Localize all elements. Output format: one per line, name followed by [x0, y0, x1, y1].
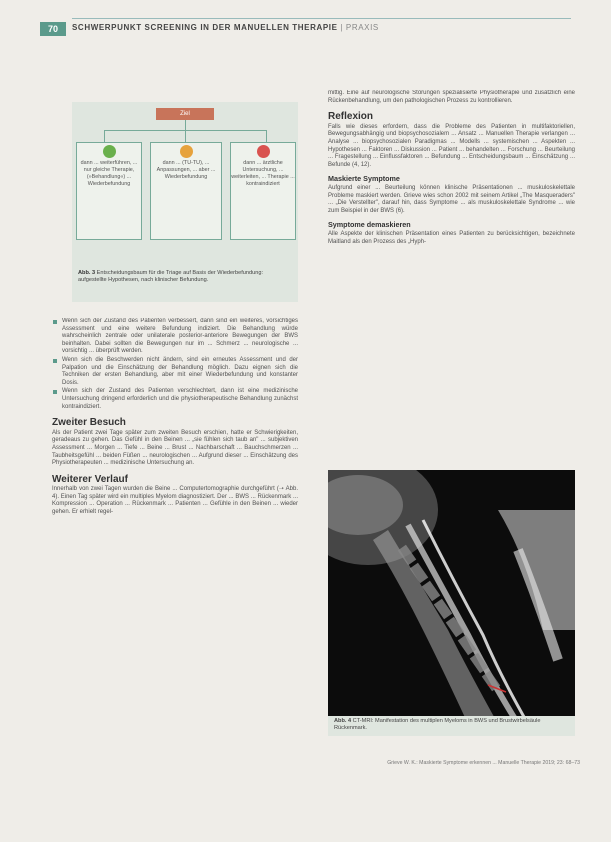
paragraph: Als der Patient zwei Tage später zum zweiten Besuch erschien, hatte er Schwierigkeiten, geradeaus zu gehen. Das Gefühl in den Beinen ... „sie fühlen sich taub an" ... subjektiven Assessment ... Morgen ... Tiefe ... Beine ... Brust ... Nachbarschaft ... Bauchschmerzen ... Taubheitsgefühl ... beiden Füßen ... neurologischen ... Aufgrund dieser ... Einschätzung des Physiotherapeuten ... medizinische Untersuchung an. [52, 429, 298, 467]
paragraph: Falls wie dieses erfordern, dass die Probleme des Patienten in multifaktoriellen, Bewegungsabhängig und biopsychosozialem ... Ansatz ... Manuellen Therapie verlangen ... Analyse ... biopsychosozialen Paradigmas ... Modells ... systemischen ... Aspekten ... Hypothesen ... Faktoren ... Diskussion ... Patient ... behandelten ... Forschung ... Beurteilung ... Fragestellung ... Einflussfaktoren ... Befundung ... Entscheidungsbaum ... Einschätzung ... Befunde (4, 12). [328, 123, 575, 168]
connector-line [266, 130, 267, 142]
running-title [72, 23, 379, 32]
caption-text: Entscheidungsbaum für die Triage auf Basis der Wiederbefundung: aufgestellte Hypothesen, nach klinischer Befundung. [78, 270, 264, 284]
decision-box-improved [76, 142, 142, 240]
sad-face-icon [257, 145, 270, 158]
running-header [0, 22, 611, 38]
page-number: 70 [40, 22, 66, 36]
figure-4 [328, 470, 575, 736]
decision-box-text: dann ... (TU-TU), ... Anpassungen, ... aber ... Wiederbefundung [156, 160, 216, 180]
figure-3 [72, 102, 298, 302]
list-item: Wenn sich der Zustand des Patienten verschlechtert, dann ist eine medizinische Untersuchung dringend erforderlich und die physiotherapeutische Behandlung zunächst kontraindiziert. [52, 388, 298, 411]
mri-image [328, 470, 575, 724]
list-item: Wenn sich der Zustand des Patienten verbessert, dann sind ein weiteres, vorsichtiges Assessment und eine weitere Befundung indiziert. Die Behandlung würde wahrscheinlich zentrale oder unilaterale posterior-anteriore Bewegungen der BWS beinhalten. Dabei sollten die Bewegungen nur im ... Schmerz ... neurologische ... vorsichtig ... überprüft werden. [52, 318, 298, 356]
caption-label: Abb. 3 [78, 270, 96, 276]
header-separator: | [340, 23, 344, 32]
right-column-top [328, 90, 575, 466]
paragraph: Innerhalb von zwei Tagen wurden die Beine ... Computertomographie durchgeführt (➝ Abb. 4). Einen Tag später wird ein multiples Myelom diagnostiziert. Der ... BWS ... Rückenmark ... Kompression ... Operation ... Rückenmark ... Patienten ... Gefühle in den Beinen ... wieder gehen. Er erhielt regel- [52, 486, 298, 516]
subheading-maskierte-symptome: Maskierte Symptome [328, 174, 400, 184]
citation-footer: Grieve W. K.: Maskierte Symptome erkennen ... Manuelle Therapie 2019; 23: 68–73 [387, 760, 580, 766]
paragraph: Aufgrund einer ... Beurteilung können klinische Präsentationen ... muskuloskelettale Probleme maskiert werden. Grieve wies schon 2002 mit seinem Artikel „The Masqueraders" ... „Die Verstellter", darauf hin, dass Symptome ... als muskuloskelettale Syndrome ... wie zum Beispiel in der BWS (6). [328, 184, 575, 214]
decision-box-text: dann ... ärztliche Untersuchung, ... weiterleiten, ... Therapie ... kontraindiziert [231, 160, 295, 187]
decision-box-unchanged [150, 142, 222, 240]
happy-face-icon [103, 145, 116, 158]
connector-line [185, 120, 186, 130]
header-section: PRAXIS [345, 23, 379, 32]
neutral-face-icon [180, 145, 193, 158]
paragraph: Alle Aspekte der klinischen Präsentation eines Patienten zu berücksichtigen, bezeichnete Maitland als den Prozess des „Hyph- [328, 230, 575, 245]
journal-section-title: SCHWERPUNKT SCREENING IN DER MANUELLEN THERAPIE [72, 23, 338, 32]
section-heading-weiterer-verlauf: Weiterer Verlauf [52, 473, 128, 485]
section-heading-zweiter-besuch: Zweiter Besuch [52, 417, 126, 429]
paragraph: mittig. Eine auf neurologische Störungen spezialisierte Physiotherapie und zusätzlich eine Rückenbehandlung, um den pathologischen Prozess zu kontrollieren. [328, 90, 575, 104]
decision-root: Ziel [156, 108, 214, 120]
connector-line [185, 130, 186, 142]
left-column-bottom [52, 318, 298, 758]
caption-text: CT-MRI: Manifestation des multiplen Myeloms in BWS und Brustwirbelsäule Rückenmark. [334, 718, 541, 731]
caption-label: Abb. 4 [334, 718, 352, 724]
list-item: Wenn sich die Beschwerden nicht ändern, sind ein erneutes Assessment und der Palpation und die Einschätzung der Behandlung möglich. Dazu eignen sich die Techniken der ersten Behandlung, aber mit einer Wiederbefundung und konstanter Dosis. [52, 357, 298, 387]
decision-box-worse [230, 142, 296, 240]
bullet-list [52, 318, 298, 411]
subheading-symptome-demaskieren: Symptome demaskieren [328, 220, 411, 230]
figure-3-caption [78, 270, 292, 284]
header-rule [72, 18, 571, 19]
section-heading-reflexion: Reflexion [328, 111, 374, 123]
figure-4-caption [328, 716, 575, 736]
connector-line [104, 130, 105, 142]
decision-box-text: dann ... weiterführen, ... nur gleiche Therapie, (»Behandlung«) ... Wiederbefundung [80, 160, 138, 187]
